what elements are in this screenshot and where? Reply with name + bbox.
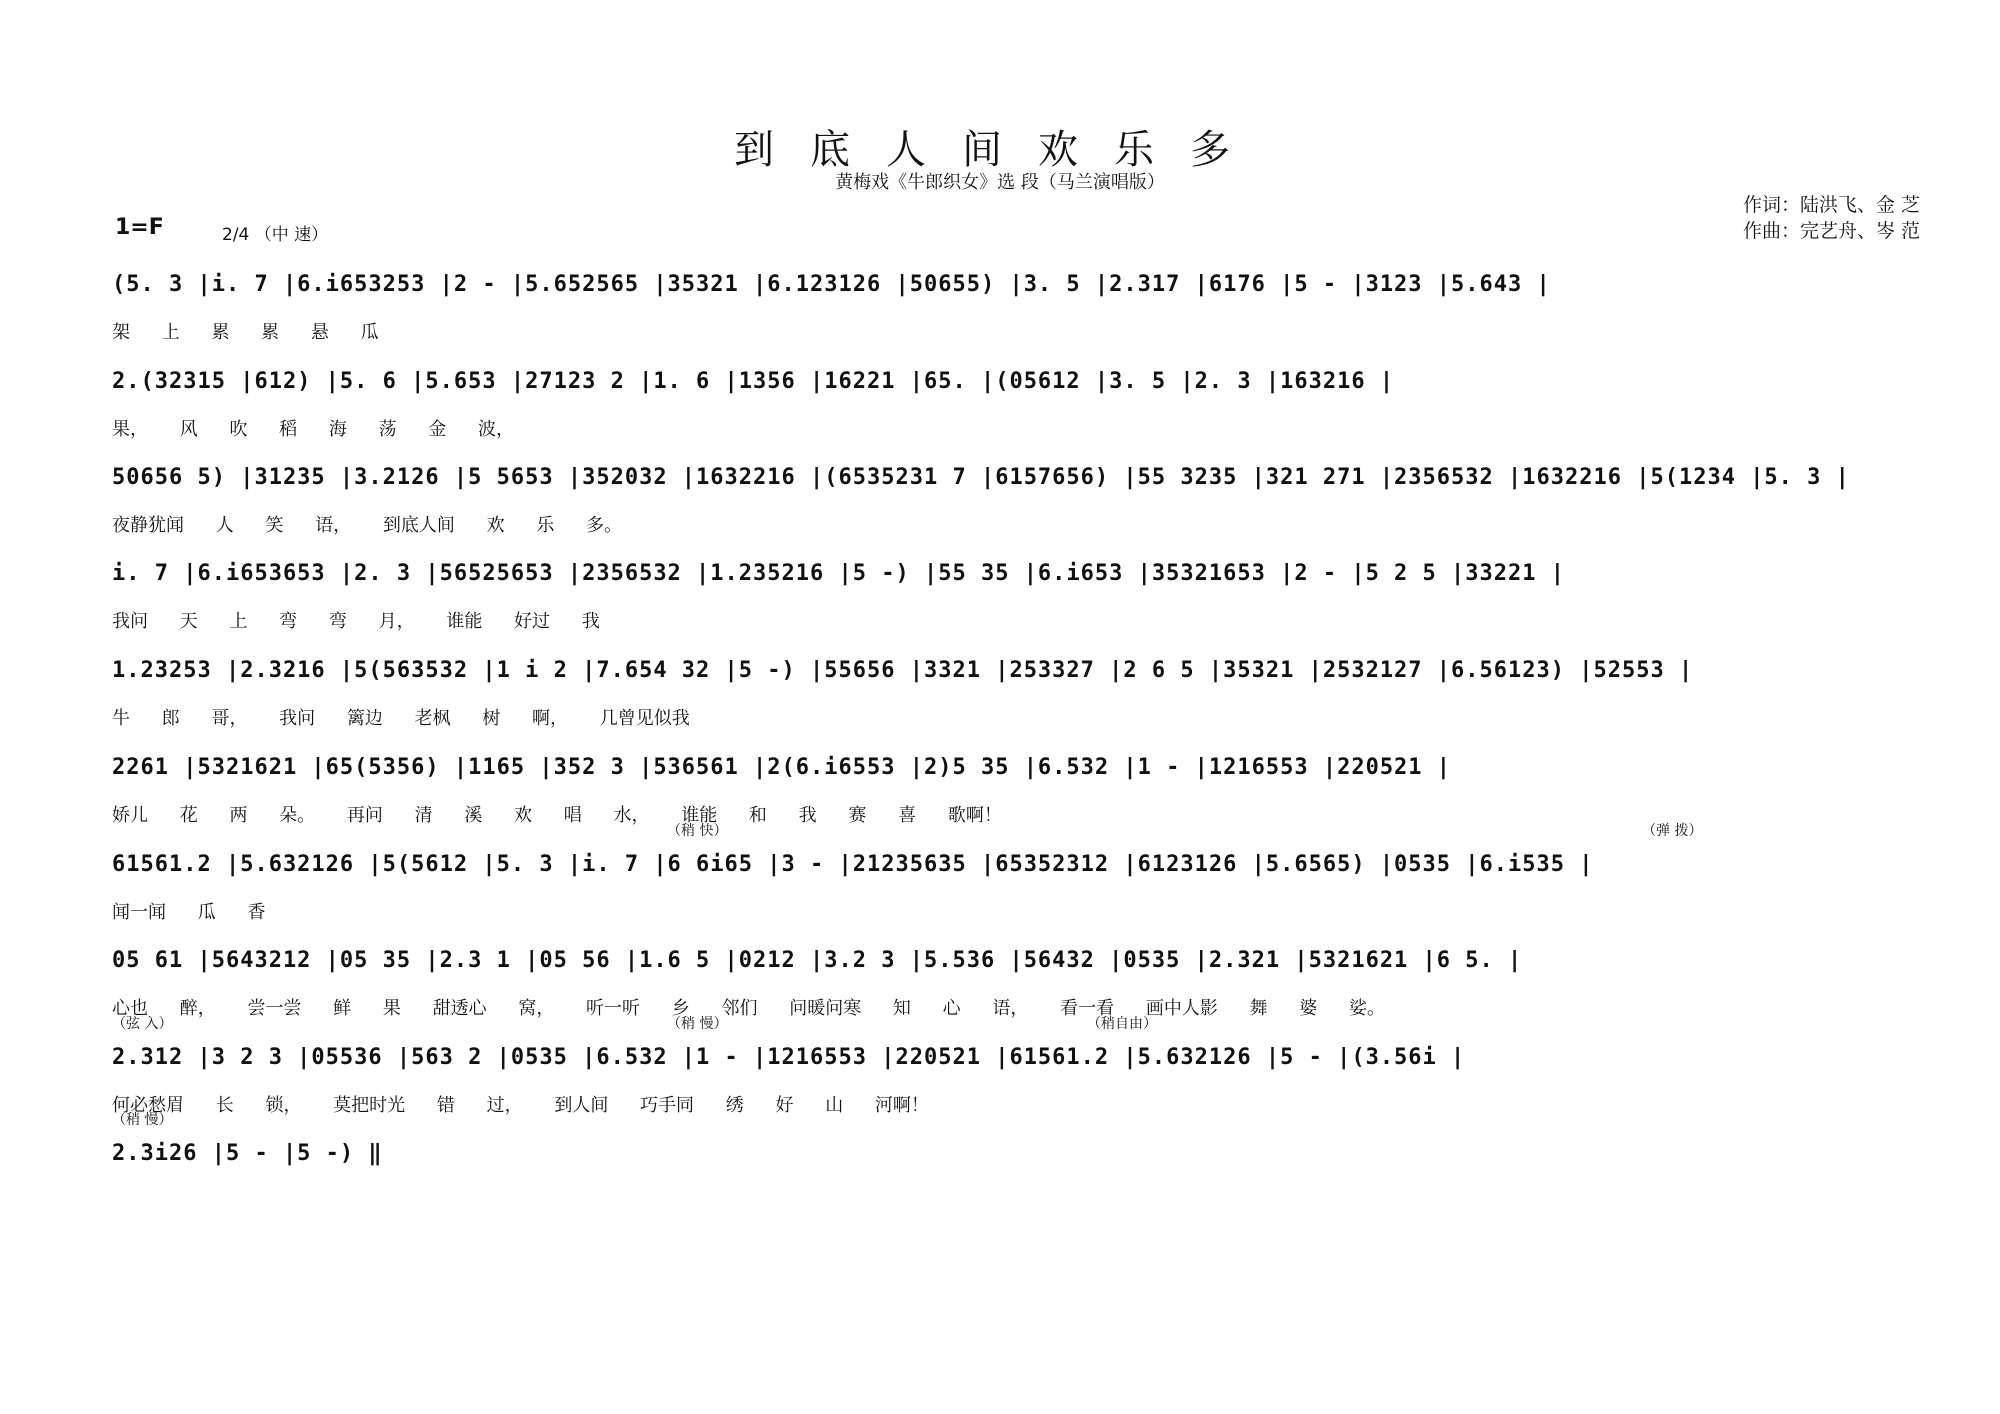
- time-signature: 2/4: [222, 225, 250, 245]
- tempo-marks: [112, 820, 1934, 842]
- lyrics-row: 何必愁眉 长 锁， 莫把时光 错 过， 到人间 巧手同 绣 好 山 河啊！: [112, 1095, 929, 1116]
- key-signature: 1=F: [115, 215, 164, 240]
- notes-row: 1.23253 |2.3216 |5(563532 |1 i 2 |7.654 32 |5 -) |55656 |3321 |253327 |2 6 5 |35321 |2532127 |6.56123) |52553 |: [112, 658, 1694, 683]
- lyrics-row: 牛 郎 哥， 我问 篱边 老枫 树 啊， 几曾见似我: [112, 708, 690, 729]
- notes-row: 61561.2 |5.632126 |5(5612 |5. 3 |i. 7 |6 6i65 |3 - |21235635 |65352312 |6123126 |5.6565) |0535 |6.i535 |: [112, 852, 1594, 877]
- tempo-text: （中 速）: [254, 225, 329, 245]
- notes-row: 50656 5) |31235 |3.2126 |5 5653 |352032 |1632216 |(6535231 7 |6157656) |55 3235 |321 271 |2356532 |1632216 |5(1234 |5. 3 |: [112, 465, 1850, 490]
- tempo-marks: [112, 1109, 1934, 1131]
- notes-row: (5. 3 |i. 7 |6.i653253 |2 - |5.652565 |35321 |6.123126 |50655) |3. 5 |2.317 |6176 |5 - |3123 |5.643 |: [112, 272, 1551, 297]
- tempo-mark: （稍 慢）: [667, 1016, 728, 1032]
- notes-row: i. 7 |6.i653653 |2. 3 |56525653 |2356532 |1.235216 |5 -) |55 35 |6.i653 |35321653 |2 - |5 2 5 |33221 |: [112, 561, 1566, 586]
- tempo-marking: [222, 220, 328, 245]
- tempo-mark: （弦 入）: [112, 1016, 173, 1032]
- notes-row: 2.312 |3 2 3 |05536 |563 2 |0535 |6.532 |1 - |1216553 |220521 |61561.2 |5.632126 |5 - |(3.56i |: [112, 1045, 1466, 1070]
- lyrics-row: 闻一闻 瓜 香: [112, 902, 266, 923]
- notes-row: 2.(32315 |612) |5. 6 |5.653 |27123 2 |1. 6 |1356 |16221 |65. |(05612 |3. 5 |2. 3 |163216 |: [112, 369, 1395, 394]
- lyrics-row: 架 上 累 累 悬 瓜: [112, 322, 379, 343]
- score-title: 到底人间欢乐多: [734, 127, 1266, 173]
- tempo-mark: （稍 快）: [667, 823, 728, 839]
- tempo-mark: （稍自由）: [1087, 1016, 1157, 1032]
- tempo-marks: [112, 1013, 1934, 1035]
- tempo-mark: （稍 慢）: [112, 1112, 173, 1128]
- lyrics-row: 我问 天 上 弯 弯 月， 谁能 好过 我: [112, 611, 600, 632]
- notes-row: 2.3i26 |5 - |5 -) ‖: [112, 1141, 383, 1166]
- composer: 作曲：完艺舟、岑 范: [1742, 220, 1920, 242]
- credits: [1743, 192, 1920, 244]
- lyrics-row: 心也 醉， 尝一尝 鲜 果 甜透心 窝， 听一听 乡 邻们 问暖问寒 知 心 语， 看一看 画中人影 舞 婆 娑。: [112, 998, 1385, 1019]
- tempo-mark: （弹 拨）: [1642, 823, 1703, 839]
- lyrics-row: 夜静犹闻 人 笑 语， 到底人间 欢 乐 多。: [112, 515, 623, 536]
- notes-row: 05 61 |5643212 |05 35 |2.3 1 |05 56 |1.6 5 |0212 |3.2 3 |5.536 |56432 |0535 |2.321 |5321621 |6 5. |: [112, 948, 1523, 973]
- lyrics-row: 果， 风 吹 稻 海 荡 金 波，: [112, 419, 515, 440]
- lyrics-row: 娇儿 花 两 朵。 再问 清 溪 欢 唱 水， 谁能 和 我 赛 喜 歌啊！: [112, 805, 1002, 826]
- lyricist: 作词：陆洪飞、金 芝: [1742, 194, 1920, 216]
- notes-row: 2261 |5321621 |65(5356) |1165 |352 3 |536561 |2(6.i6553 |2)5 35 |6.532 |1 - |1216553 |220521 |: [112, 755, 1452, 780]
- score-subtitle: 黄梅戏《牛郎织女》选 段（马兰演唱版）: [835, 172, 1165, 193]
